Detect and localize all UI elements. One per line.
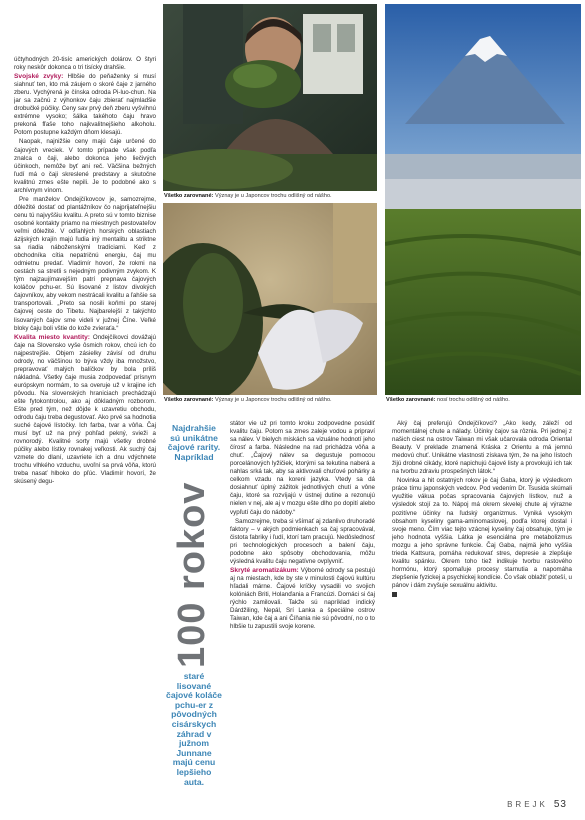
photo-hand-holding-tea-leaf [163,203,377,395]
paragraph: státor vie už pri tomto kroku zodpovedne posúdiť kvalitu čaju. Potom sa zmes zaleje vodou a pripraví sa nálev. V bielych miskách sa vizuálne hodnotí jeho čírosť a farba. Následne na rad prichádza vôňa a chuť. „Čajový nálev sa degustuje pomocou porcelánových lyžičiek, ktorými sa tekutina naberá a nahlas srká tak, aby sa aktivovali chuťové pohárky a celkom vzadu na koreni jazyka. Vtedy sa dá dosiahnuť úplný zážitok jednotlivých chutí a vône čaju, ktoré sa rozvíjajú v ústnej dutine a rezonujú nielen v nej, ale aj v mozgu ešte dlho po dopití alebo vypľutí čaju do nádoby.“ [230,420,375,516]
column-3 [392,420,572,792]
paragraph: Hlbšie do peňaženky si musí siahnuť ten, kto má záujem o skoré čaje z jarného zberu. Vychýrená je čínska odroda Pi-luo-chun. Na jar sa začnú z výhonkov čaju zbierať najmladšie drobučké púčiky. Ceny sav prvý deň zberu vyšvihnú extrémne vysoko; šálka takéhoto čaju hravo prekoná fľaše toho najkvalitnejšieho alkoholu. Potom postupne každým dňom klesajú. [14,73,156,137]
photo-caption: Všetko zarovnané: nosí trochu odlišný od nášho. [386,397,510,403]
paragraph: Pre manželov Ondejčíkovcov je, samozrejme, dôležité dostať od plantážníkov čo najprijateľnejšiu cenu tú najvyššiu kvalitu. A preto sú v tomto biznise osobné kontakty priamo na miestnych pestovateľov veľmi dôležité. V odľahlých horských oblastiach ázijských krajín majú ľudia iný mentalitu a striktne sa riadia náboženskými tradíciami. Keď z obchodníka cítia nepatričnú energiu, čaj mu odmietnu predať. Vladimír hovorí, že rokmi na cestách sa stretli s nejedným podivným zvykom. K tým najzaujímavejším patrí prepnava čajových koláčov pchu-er. Sú lisované z listov divokých čajovníkov, aby vekom nestrácali kvalitu a ľahšie sa transportovali. „Preto sa nosili koňmi po starej čajovej ceste do Tibetu. Najbarelejší z takýchto lisovaných čajov sme videli v južnej Číne. Veľké bloky čaju boli vštie do kože zvieraťa.“ [14,195,156,332]
end-mark-icon [392,592,397,597]
pullquote-bottom: staré lisované čajové koláče pchu-er z pôvodných cisárskych záhrad v južnom Junnane majú cenu lepšieho auta. [166,671,222,787]
paragraph: Ondejčíkovci dovážajú čaje na Slovensko vyše ôsmich rokov, chcú ich čo najpestrejšie. Objem zásielky závisí od druhu odrody, no väčšinou to býva vždy iba množstvo, prepravovať malých balíčkov by bola príliš nákladná. Všetky čaje musia zodpovedať prísnym európskym normám, to sa overuje už v krajine ich pôvodu. Na slovenských hraniciach prechádzajú ešte fytokontrolou, ako aj dôkladným rozborom. Ešte pred tým, než dôjde k uzavretiu obchodu, odrodu čaju treba degustovať. Ako prvé sa hodnotia suché čajové lístočky. Ich farba, tvar a vôňa. Čaj musí byť už na prvý pohľad pekný, svieži a rovnorodý. Kvalitné sorty majú všetky drobné púčiky alebo lístky rovnakej veľkosti. Ak suchý čaj vzmete do dlaní, uzavriete ich a dnu vdýchnete trochu vlhkého vzduchu, uvoľní sa prvá vôňa, ktorú treba nasať hlboko do pľúc. Vladimír hovorí, že skúsený degu- [14,333,156,486]
page-folio [507,799,567,810]
column-2: státor vie už pri tomto kroku zodpovedne posúdiť kvalitu čaju. Potom sa zmes zaleje vodou a pripraví sa nálev. V bielych miskách sa vizuálne hodnotí jeho čírosť a farba. Následne na rad prichádza vôňa a chuť. „Čajový nálev sa degustuje pomocou porcelánových lyžičiek, ktorými sa tekutina naberá a nahlas srká tak, aby sa aktivovali chuťové pohárky a celkom vzadu na koreni jazyka. Vtedy sa dá dosiahnuť úplný zážitok jednotlivých chutí a vône čaju, ktoré sa rozvíjajú v ústnej dutine a rezonujú nielen v nej, ale aj v mozgu ešte dlho po dopití alebo vypľutí čaju do nádoby.“ Samozrejme, treba si všímať aj zdanlivo druhoradé faktory – v akých podmienkach sa čaj spracovával, čistota fabriky i ľudí, ktorí tam pracujú. Nedôslednosť pri technologických procesoch a balení čaju, podobne ako spôsoby obchodovania, môžu výsledná kvalitu čaju negatívne ovplyvniť. Skryté aromatizákum: Výborné odrody sa pestujú aj na miestach, kde by ste v minulosti čajovú kultúru hľadali márne. Čajové kríčky vysadili vo svojich kolóniách Briti, Holanďania a Francúzi. Domáci si čaj rýchlo zamilovali. Takže sú napríklad indický Dárdžiling, Nepál, Srí Lanka a špeciálne ostrov Taiwan, kde čaj a ani Číňania nie sú pôvodní, no o to hlbšie tu zapustili svoje korene. [230,420,375,631]
column-1: účtyhodných 20-tisíc amerických dolárov. O štyri roky neskôr dokonca o tri tisícky drahšie. Svojské zvyky: Hlbšie do peňaženky si musí siahnuť ten, kto má záujem o skoré čaje z jarného zberu. Vychýrená je čínska odroda Pi-luo-chun. Na jar sa začnú z výhonkov čaju zbierať najmladšie drobučké púčiky. Ceny sav prvý deň zberu vyšvihnú extrémne vysoko; šálka takéhoto čaju hravo prekoná fľaše toho najkvalitnejšieho alkoholu. Potom postupne každým dňom klesajú. Naopak, najnižšie ceny majú čaje určené do čajových vreciek. V tomto prípade však podľa znalca o čaji, alebo dokonca jeho liečivých účinkoch, nemôže byť ani reč. Väčšina bežných ľudí má o čaji skreslené predstavy a skutočne kvalitnú zmes ešte nepili. Je to podobné ako s archívnym vínom. Pre manželov Ondejčíkovcov je, samozrejme, dôležité dostať od plantážníkov čo najprijateľnejšiu cenu tú najvyššiu kvalitu. A preto sú v tomto biznise osobné kontakty priamo na miestnych pestovateľov veľmi dôležité. V odľahlých horských oblastiach ázijských krajín majú ľudia iný mentalitu a striktne sa riadia náboženskými tradíciami. Keď z obchodníka cítia nepatričnú energiu, čaj mu odmietnu predať. Vladimír hovorí, že rokmi na cestách sa stretli s nejedným podivným zvykom. K tým najzaujímavejším patrí prepnava čajových koláčov pchu-er. Sú lisované z listov divokých čajovníkov, aby vekom nestrácali kvalitu a ľahšie sa transportovali. „Preto sa nosili koňmi po starej čajovej ceste do Tibetu. Najbarelejší z takýchto lisovaných čajov sme videli v južnej Číne. Veľké bloky čaju boli vštie do kože zvieraťa.“ Kvalita miesto kvantity: Ondejčíkovci dovážajú čaje na Slovensko vyše ôsmich rokov, chcú ich čo najpestrejšie. Objem zásielky závisí od druhu odrody, no väčšinou to býva vždy iba množstvo, prepravovať malých balíčkov by bola príliš nákladná. Všetky čaje musia zodpovedať prísnym európskym normám, to sa overuje už v krajine ich pôvodu. Na slovenských hraniciach prechádzajú ešte fytokontrolou, ako aj dôkladným rozborom. Ešte pred tým, než dôjde k uzavretiu obchodu, odrodu čaju treba degustovať. Ako prvé sa hodnotia suché čajové lístočky. Ich farba, tvar a vôňa. Čaj musí byť už na prvý pohľad pekný, svieži a rovnorodý. Kvalitné sorty majú všetky drobné púčiky alebo lístky rovnakej veľkosti. Ak suchý čaj vzmete do dlaní, uzavriete ich a dnu vdýchnete trochu vlhkého vzduchu, uvoľní sa prvá vôňa, ktorú treba nasať hlboko do pľúc. Vladimír hovorí, že skúsený degu- [14,56,156,486]
magazine-brand: BREJK [507,800,548,809]
paragraph: Aký čaj preferujú Ondejčíkovci? „Ako kedy, záleží od momentálnej chute a nálady. Účinky čajov sa rôznia. Pri jednej z našich ciest na ostrov Taiwan mi však učarovala odroda Oriental Beauty. V preklade znamená Kráska z Orientu a má jemnú medovú chuť. Unikátne vlastnosti získava tým, že na jeho lístoch žijú drobné cikády, ktoré napichujú čajové listy a provokujú ich tak na tvorbu zdraviu prospešných látok.“ [392,420,572,476]
paragraph: Výborné odrody sa pestujú aj na miestach, kde by ste v minulosti čajovú kultúru hľadali márne. Čajové kríčky vysadili vo svojich kolóniách Briti, Holanďania a Francúzi. Domáci si čaj rýchlo zamilovali. Takže sú napríklad indický Dárdžiling, Nepál, Srí Lanka a špeciálne ostrov Taiwan, kde čaj a ani Číňania nie sú pôvodní, no o to hlbšie tu zapustili svoje korene. [230,566,375,631]
pullquote-big-number: 100 rokov [171,481,213,668]
paragraph: Samozrejme, treba si všímať aj zdanlivo druhoradé faktory – v akých podmienkach sa čaj spracovával, čistota fabriky i ľudí, ktorí tam pracujú. Nedôslednosť pri technologických procesoch a balení čaju, podobne ako spôsoby obchodovania, môžu výsledná kvalitu čaju negatívne ovplyvniť. [230,517,375,565]
photo-caption: Všetko zarovnané: Význay je u Japoncov trochu odlišný od nášho. [164,193,332,199]
pullquote-top: Najdrahšie sú unikátne čajové rarity. Napríklad [167,423,221,462]
column-1-intro: účtyhodných 20-tisíc amerických dolárov. O štyri roky neskôr dokonca o tri tisícky drahšie. [14,56,156,72]
photo-mount-fuji-tea-plantation [385,4,581,395]
page-number: 53 [553,799,567,810]
paragraph: Novinka a hit ostatných rokov je čaj Gaba, ktorý je výsledkom práce tímu japonských vedcov. Pod vedením Dr. Tsusida skúmali využitie vákua počas spracovania čajových lístkov, nuž a výsledok stojí za to. Nápoj má okrem skvelej chute aj výrazne pozitívne účinky na ľudský organizmus. Vyniká vysokým obsahom kyseliny gama-aminomaslovej, podľa ktorej dostal i svoje meno. Čím viac tejto vzácnej kyseliny čaj obsahuje, tým je jeho hodnota vyššia. Látka je esenciálna pre metabolizmus mozgu a jeho správne funkcie. Čaj Gaba, najmä jeho vyššia trieda Kattsura, pomáha redukovať stres, depresie a zlepšuje kvalitu spánku. Okrem toho tiež indikuje tvorbu rastového hormónu, ktorý spomaľuje procesy starnutia a napomáha zlepšenie fyzickej a psychickej kondície. Čo však oblažiť poteší, u pánov i dám zvyšuje sexuálnu aktivitu. [392,477,572,589]
photo-man-smelling-tea [163,4,377,191]
photo-caption: Všetko zarovnané: Význay je u Japoncov trochu odlišný od nášho. [164,397,332,403]
paragraph: Naopak, najnižšie ceny majú čaje určené do čajových vreciek. V tomto prípade však podľa znalca o čaji, alebo dokonca jeho liečivých účinkoch, nemôže byť ani reč. Väčšina bežných ľudí má o čaji skreslené predstavy a skutočne kvalitnú zmes ešte nepili. Je to podobné ako s archívnym vínom. [14,138,156,194]
